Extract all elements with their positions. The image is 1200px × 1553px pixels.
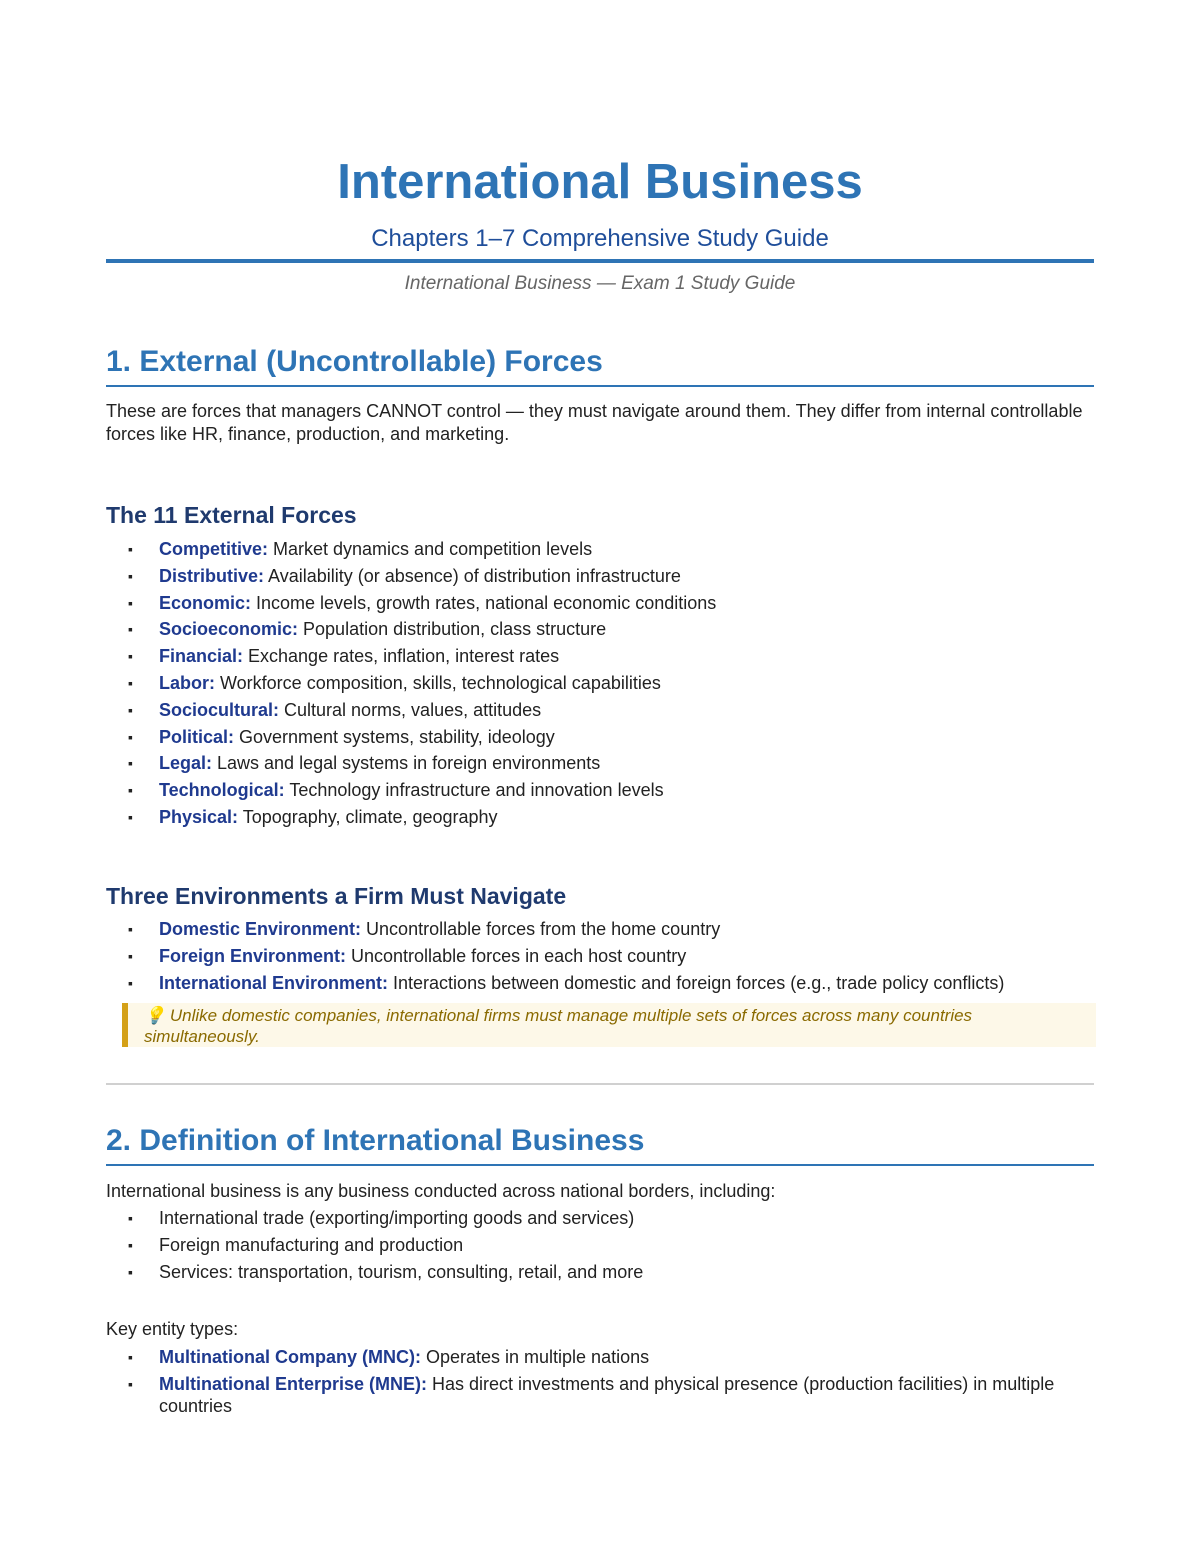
list-item-term: Economic:: [159, 592, 252, 613]
list-item-description: Exchange rates, inflation, interest rates: [243, 646, 560, 667]
list-item: [106, 779, 1094, 801]
document-subtitle: Chapters 1–7 Comprehensive Study Guide: [371, 225, 829, 252]
list-item-description: Topography, climate, geography: [238, 806, 498, 827]
bullet-icon: ▪: [128, 541, 133, 557]
list-item: [106, 918, 1094, 940]
list-item: [106, 672, 1094, 694]
bullet-icon: ▪: [128, 1263, 133, 1280]
section-2-divider: [106, 1164, 1094, 1166]
list-item-description: Uncontrollable forces in each host country: [346, 945, 687, 966]
list-item-term: Distributive:: [159, 565, 265, 586]
section-2-intro: International business is any business conducted across national borders, including:: [106, 1181, 776, 1201]
list-item: [106, 1261, 1094, 1283]
bullet-icon: ▪: [128, 1236, 133, 1253]
bullet-icon: ▪: [128, 701, 133, 718]
bullet-icon: ▪: [128, 921, 133, 937]
list-item-description: Has direct investments and physical presence (production facilities) in multiple countries: [159, 1373, 1055, 1416]
section-2-heading: 2. Definition of International Business: [106, 1124, 645, 1157]
list-item: [106, 699, 1094, 721]
ib-activities-list: [106, 1207, 1094, 1287]
bullet-icon: ▪: [128, 808, 133, 825]
list-item-description: Operates in multiple nations: [420, 1347, 650, 1367]
list-item-term: Technological:: [159, 780, 285, 801]
section-1-heading: 1. External (Uncontrollable) Forces: [106, 345, 603, 378]
tip-callout: [122, 1003, 1096, 1047]
document-meta: International Business — Exam 1 Study Guide: [404, 273, 796, 294]
list-item: [106, 618, 1094, 640]
list-item-term: Foreign Environment:: [159, 945, 347, 966]
list-item-term: Financial:: [159, 646, 244, 667]
list-item-term: Labor:: [159, 672, 215, 693]
list-item-text: Foreign manufacturing and production: [159, 1234, 464, 1255]
list-item-description: Workforce composition, skills, technological capabilities: [215, 672, 661, 693]
list-item: [106, 592, 1094, 614]
list-item-term: Multinational Enterprise (MNE):: [159, 1373, 428, 1394]
list-item-text: Services: transportation, tourism, consulting, retail, and more: [159, 1261, 644, 1282]
list-item: [106, 726, 1094, 748]
bullet-icon: ▪: [128, 1375, 133, 1392]
list-item: [106, 538, 1094, 560]
external-forces-list: [106, 538, 1094, 833]
list-item-term: Competitive:: [159, 539, 269, 559]
list-item: [106, 1346, 1094, 1368]
list-item-description: Interactions between domestic and foreign forces (e.g., trade policy conflicts): [388, 972, 1005, 993]
list-item-term: Legal:: [159, 753, 213, 774]
list-item: [106, 1234, 1094, 1256]
list-item-term: International Environment:: [159, 972, 389, 993]
list-item-description: Population distribution, class structure: [298, 619, 607, 640]
environments-list: [106, 918, 1094, 998]
section-1-intro: These are forces that managers CANNOT control — they must navigate around them. They differ from internal controllable forces like HR, finance, production, and marketing.: [106, 401, 1083, 444]
list-item-term: Political:: [159, 726, 235, 747]
bullet-icon: ▪: [128, 974, 133, 991]
bullet-icon: ▪: [128, 1349, 133, 1365]
list-item: [106, 1373, 1094, 1417]
bullet-icon: ▪: [128, 648, 133, 665]
document-title: International Business: [337, 155, 863, 209]
bullet-icon: ▪: [128, 755, 133, 772]
lightbulb-icon: 💡: [144, 1006, 166, 1025]
list-item-description: Availability (or absence) of distribution infrastructure: [264, 565, 681, 586]
list-item-term: Sociocultural:: [159, 699, 280, 720]
list-item-term: Multinational Company (MNC):: [159, 1347, 421, 1367]
list-item-description: Income levels, growth rates, national economic conditions: [251, 592, 717, 613]
list-item-description: Cultural norms, values, attitudes: [279, 699, 542, 720]
list-item: [106, 1207, 1094, 1229]
list-item: [106, 565, 1094, 587]
bullet-icon: ▪: [128, 782, 133, 799]
bullet-icon: ▪: [128, 674, 133, 691]
list-item-term: Socioeconomic:: [159, 619, 299, 640]
section-1-divider: [106, 385, 1094, 387]
bullet-icon: ▪: [128, 621, 133, 638]
list-item: [106, 806, 1094, 828]
external-forces-heading: The 11 External Forces: [106, 502, 357, 528]
list-item-description: Laws and legal systems in foreign environments: [212, 753, 601, 774]
entity-types-list: [106, 1346, 1094, 1422]
list-item-description: Technology infrastructure and innovation levels: [284, 780, 664, 801]
title-divider: [106, 259, 1094, 263]
list-item: [106, 645, 1094, 667]
list-item-description: Uncontrollable forces from the home country: [361, 919, 721, 939]
section-separator: [106, 1083, 1094, 1085]
list-item-description: Government systems, stability, ideology: [234, 726, 555, 747]
entity-types-intro: Key entity types:: [106, 1319, 239, 1339]
list-item-description: Market dynamics and competition levels: [268, 539, 593, 559]
list-item-text: International trade (exporting/importing goods and services): [159, 1208, 635, 1228]
environments-heading: Three Environments a Firm Must Navigate: [106, 883, 567, 909]
bullet-icon: ▪: [128, 594, 133, 611]
list-item-term: Physical:: [159, 806, 239, 827]
list-item: [106, 972, 1094, 994]
list-item: [106, 752, 1094, 774]
bullet-icon: ▪: [128, 1210, 133, 1226]
bullet-icon: ▪: [128, 728, 133, 745]
callout-text: Unlike domestic companies, international firms must manage multiple sets of forces across many countries simultaneously.: [144, 1006, 973, 1046]
bullet-icon: ▪: [128, 947, 133, 964]
list-item-term: Domestic Environment:: [159, 919, 362, 939]
bullet-icon: ▪: [128, 567, 133, 584]
list-item: [106, 945, 1094, 967]
